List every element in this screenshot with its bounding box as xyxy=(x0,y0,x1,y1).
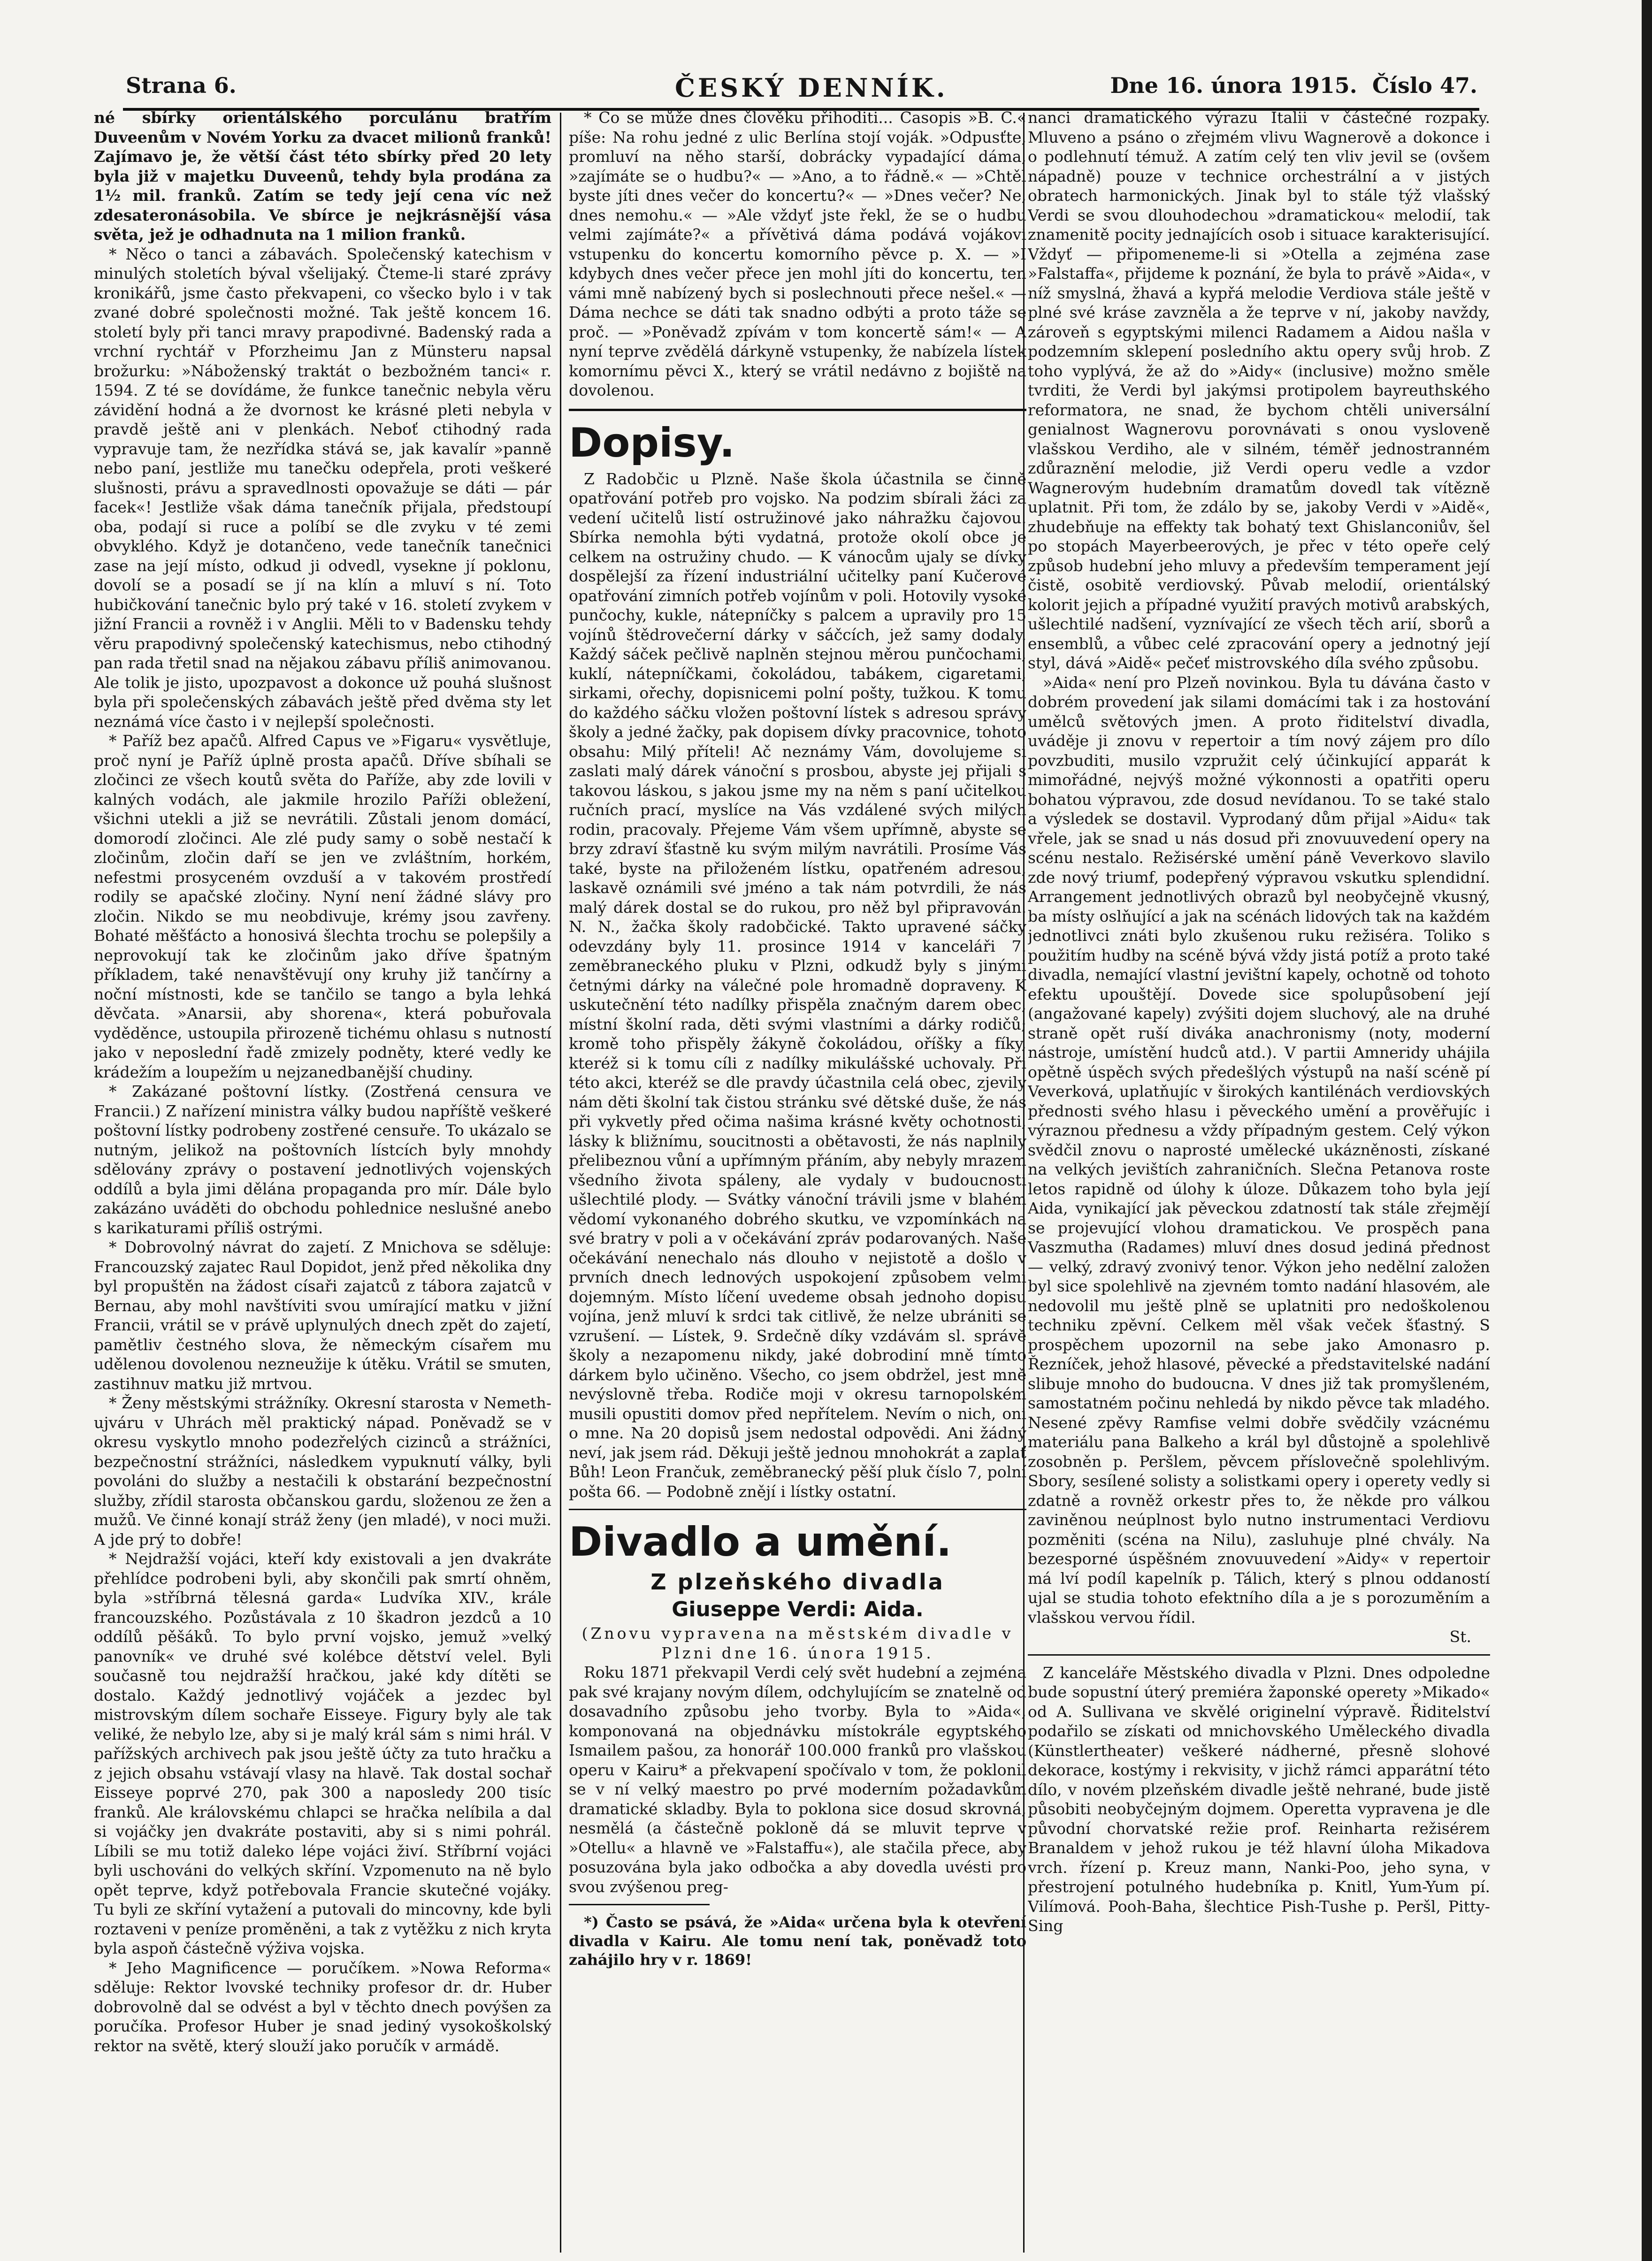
article-paragraph: * Nejdražší vojáci, kteří kdy existovali a jen dvakráte přehlídce podrobeni byli, aby skončili pak smrtí ohněm, byla »stříbrná tělesná garda« Ludvíka XIV., krále francouzského. Pozůstávala z 10 škadron jezdců a 10 oddílů pěšáků. To bylo první vojsko, jemuž »velký panovník« ve druhé své kolébce dětství velel. Byli současně tou nejdražší hračkou, jaké kdy dítěti se dostalo. Každý jednotlivý vojáček a jezdec byl mistrovským dílem sochaře Eisseye. Figury byly ale tak veliké, že nebylo lze, aby si je malý král sám s nimi hrál. V pařížských archivech pak jsou ještě účty za tuto hračku a z jejich obsahu vstávají vlasy na hlavě. Tak dostal sochař Eisseye poprvé 270, pak 300 a naposledy 200 tisíc franků. Ale královskému chlapci se hračka nelíbila a dal si vojáčky jen dvakráte postaviti, aby si s nimi pohrál. Líbili se mu totiž daleko lépe vojáci živí. Stříbrní vojáci byli uschováni do velkých skříní. Vzpomenuto na ně bylo opět teprve, když potřebovala Francie skutečné vojáky. Tu byli ze skříní vytažení a putovali do mincovny, kde byli roztaveni v peníze proměněni, a tak z vytěžku z nich kryta byla aspoň částečně výživa vojska. xyxy=(94,1550,551,1957)
article-paragraph: * Dobrovolný návrat do zajetí. Z Mnichova se sděluje: Francouzský zajatec Raul Dopidot, jenž před několika dny byl propuštěn na žádost císaři zajatců z tábora zajatců v Bernau, aby mohl navštíviti svou umírající matku v jižní Francii, vrátil se v právě uplynulých dnech zpět do zajetí, pamětliv čestného slova, že německým císařem mu udělenou dovolenou nezneužije k útěku. Vrátil se smuten, zastihnuv matku již mrtvou. xyxy=(94,1238,551,1393)
issue-date: Dne 16. února 1915. xyxy=(1110,73,1357,98)
footnote: *) Často se psává, že »Aida« určena byla k otevření divadla v Kairu. Ale tomu není tak, poněvadž toto zahájilo hry v r. 1869! xyxy=(569,1913,1026,1969)
issue-info xyxy=(1110,73,1477,98)
article-paragraph: * Zakázané poštovní lístky. (Zostřená censura ve Francii.) Z nařízení ministra války budou napříště veškeré poštovní lístky podrobeny zostřené censuře. To ukázalo se nutným, jelikož na poštovních lístcích byly mnohdy sdělovány zprávy o postavení jednotlivých vojenských oddílů a byla jimi dělána propaganda pro mír. Dále bylo zakázáno uváděti do obchodu pohlednice neslušné anebo s karikaturami příliš ostrými. xyxy=(94,1082,551,1237)
column-2 xyxy=(569,108,1026,2253)
review-paragraph: »Aida« není pro Plzeň novinkou. Byla tu dávána často v dobrém provedení jak silami domácími tak i za hostování umělců světových jmen. A proto řiditelství divadla, uváděje ji znovu v repertoir a tím nový zájem pro dílo povzbuditi, musilo vzpružit celý účinkující apparát k mimořádné, nejvýš možné výkonnosti a opatřiti operu bohatou výpravou, zde dosud nevídanou. To se také stalo a výsledek se dostavil. Vyprodaný dům přijal »Aidu« tak vřele, jak se snad u nás dosud při znovuuvedení opery na scénu nestalo. Režisérské umění páně Veverkovo slavilo zde nový triumf, podepřený výpravou vskutku splendidní. Arrangement jednotlivých obrazů byl neobyčejně vkusný, ba místy oslňující a jak na scénách lidových tak na každém jednotlivci znáti bylo zkušenou ruku režiséra. Toliko s použitím hudby na scéně bývá vždy jistá potíž a proto také divadla, nemající vlastní jevištní kapely, ochotně od tohoto efektu upouštějí. Dovede sice spolupůsobení její (angažované kapely) zvýšiti dojem sluchový, ale na druhé straně opět ruší diváka anachronismy (noty, moderní nástroje, umístění hudců atd.). V partii Amneridy uhájila opětně úspěch svých předešlých výstupů na naší scéně pí Veverková, uplatňujíc v širokých kantilénách verdiovských přednosti svého hlasu i pěveckého umění a prověřujíc i výraznou přednesu a vždy případným gestem. Celý výkon svědčil znovu o naprosté umělecké ukázněnosti, získané na velkých jevištích zahraničních. Slečna Petanova roste letos rapidně od úlohy k úloze. Důkazem toho byla její Aida, vynikající jak pěveckou zdatností tak stále zřejmějí se projevující vlohou dramatickou. Ve prospěch pana Vaszmutha (Radames) mluví dnes dosud jediná přednost — velký, zdravý zvonivý tenor. Výkon jeho nedělní založen byl sice spolehlivě na zjevném tomto nadání hlasovém, ale nedovolil mu ještě plně se uplatniti pro nedoškolenou techniku zpěvní. Celkem měl však veček šťastný. S prospěchem upozornil na sebe jako Amonasro p. Řezníček, jehož hlasové, pěvecké a představitelské nadání slibuje mnoho do budoucna. V dnes již tak promyšleném, samostatném počinu nehledá by nikdo pěvce tak mladého. Nesené zpěvy Ramfise velmi dobře svědčily vzácnému materiálu pana Balkeho a král byl důstojně a spolehlivě zosobněn p. Peršlem, pěvcem příslovečně spolehlivým. Sbory, sesílené solisty a solistkami opery i operety vedly si zdatně a rovněž orkestr přes to, že někde pro válkou zaviněnou neúplnost bylo nutno instrumentaci Verdiovu pozměniti (scéna na Nilu), zasluhuje plné chvály. Na bezesporné úspěšném znovuuvedení »Aidy« v repertoir má lví podíl kapelník p. Tálich, který s plnou oddaností ujal se studia tohoto efektního díla a je s porozuměním a vlašskou vervou řídil. xyxy=(1028,673,1490,1627)
article-paragraph: * Jeho Magnificence — poručíkem. »Nowa Reforma« sděluje: Rektor lvovské techniky profesor dr. dr. Huber dobrovolně dal se odvést a byl v těchto dnech povýšen za poručíka. Profesor Huber je snad jediný vysokoškolský rektor na světě, který slouží jako poručík v armádě. xyxy=(94,1958,551,2055)
section-title-divadlo: Divadlo a umění. xyxy=(569,1519,952,1566)
column-rule-1 xyxy=(560,113,561,2253)
section-rule xyxy=(569,1509,1026,1510)
opera-title: Giuseppe Verdi: Aida. xyxy=(672,1597,924,1621)
section-title-dopisy: Dopisy. xyxy=(569,419,735,466)
column-3 xyxy=(1028,108,1490,2253)
article-paragraph: * Něco o tanci a zábavách. Společenský katechism v minulých stoletích býval všelijaký. Čteme-li staré zprávy kronikářů, jsme často překvapeni, co všecko bylo i v tak zvané dobré společnosti možné. Tak ještě koncem 16. století byly při tanci mravy prapodivné. Badenský rada a vrchní rychtář v Pforzheimu Jan z Münsteru napsal brožurku: »Náboženský traktát o bezbožném tanci« r. 1594. Z té se dovídáme, že funkce tanečnic nebyla věru závidění hodná a že dvornost ke krásné pleti nebyla v pravdě ještě ani v plenkách. Neboť ctihodný rada vypravuje tam, že nezřídka stává se, jak kavalír »panně nebo paní, jestliže mu tanečku odepřela, proti veškeré slušnosti, právu a spravedlnosti opovažuje se dáti — pár facek«! Jestliže však dáma tanečník přijala, předstoupí oba, podají si ruce a políbí se dle zvyku v té zemi obvyklého. Když je dotančeno, vede tanečník tanečnici zase na její místo, odkud ji odvedl, vysekne jí poklonu, dovolí se a posadí se jí na klín a mluví s ní. Toto hubičkování tanečnic bylo prý také v 16. století zvykem v jižní Francii a rovněž i v Anglii. Měli to v Badensku tehdy věru prapodivný společenský katechismus, nebo ctihodný pan rada třetil snad na nějakou zábavu příliš animovanou. Ale tolik je jisto, upozpavost a dokonce už pouhá slušnost byla při společenských zábavách ještě před dvěma sty let neznámá více často i v nejlepší společnosti. xyxy=(94,244,551,731)
footnote-rule xyxy=(569,1904,710,1905)
article-paragraph: * Paříž bez apačů. Alfred Capus ve »Figaru« vysvětluje, proč nyní je Paříž úplně prosta apačů. Dříve sbíhali se zločinci ze všech koutů světa do Paříže, aby zde lovili v kalných vodách, ale jakmile hrozilo Paříži obležení, všichni utekli a již se nevrátili. Zůstali jenom domácí, domorodí zločinci. Ale zlé pudy samy o sobě nestačí k zločinům, zločin daří se jen ve zvláštním, horkém, nefestmi prosyceném ovzduší a v takovém prostředí rodily se apačské zločiny. Nyní není žádné slávy pro zločin. Nikdo se mu neobdivuje, krémy jsou zavřeny. Bohaté měšťácto a honosivá šlechta trochu se polepšily a neprovokují tak ke zločinům jako dříve špatným příkladem, také nenavštěvují ony kruhy již tančírny a noční místnosti, kde se tančilo se tango a byla lehká děvčata. »Anarsii, aby shorena«, která pobuřovala vyděděnce, ustoupila přirozeně tichému ohlasu s nutností jako v neposlední řadě zmizely podněty, které vedly ke krádežím a loupežím u nejzanedbanější chudiny. xyxy=(94,732,551,1081)
author-signature: St. xyxy=(1449,1627,1471,1646)
issue-number: Číslo 47. xyxy=(1372,73,1477,98)
review-paragraph: Roku 1871 překvapil Verdi celý svět hudební a zejména pak své krajany novým dílem, odchylujícím se znatelně od dosavadního způsobu jeho tvorby. Byla to »Aida«, komponovaná na objednávku místokrále egyptského Ismailem pašou, za honorář 100.000 franků pro vlašskou operu v Kairu* a překvapení spočívalo v tom, že poklonil se v ní velký maestro po prvé moderním požadavkům dramatické skladby. Byla to poklona sice dosud skrovná, nesmělá (a částečně pokloně dá se mluvit teprve v »Otellu« a hlavně ve »Falstaffu«), ale stačila přece, aby posuzována byla jako odbočka a aby dovedla uvésti pro svou zvýšenou preg- xyxy=(569,1663,1026,1896)
column-1 xyxy=(94,108,551,2253)
article-paragraph: né sbírky orientálského porculánu bratřím Duveenům v Novém Yorku za dvacet milionů franků! Zajímavo je, že větší část této sbírky před 20 lety byla již v majetku Duveenů, tehdy byla prodána za 1½ mil. franků. Zatím se tedy její cena víc než zdesateronásobila. Ve sbírce je nejkrásnější vása světa, jež je odhadnuta na 1 milion franků. xyxy=(94,108,551,244)
opera-note: (Znovu vypravena na městském divadle v Plzni dne 16. února 1915. xyxy=(581,1624,1014,1662)
section-rule xyxy=(1028,1654,1490,1656)
page-number: Strana 6. xyxy=(126,73,237,98)
letter-paragraph: Z Radobčic u Plzně. Naše škola účastnila se činně opatřování potřeb pro vojsko. Na podzim sbírali žáci za vedení učitelů listí ostružinové jako náhražku čajovou. Sbírka nemohla býti vydatná, protože okolí obce je celkem na ostružiny chudo. — K vánocům ujaly se dívky dospělejší za řízení industriální učitelky paní Kučerové opatřování zimních potřeb vojínům v poli. Hotovily vysoké punčochy, kukle, nátepníčky s palcem a upravily pro 15 vojínů štědrovečerní dárky v sáčcích, jež samy dodaly. Každý sáček pečlivě naplněn stejnou měrou punčochami, kuklí, nátepníčkami, čokoládou, tabákem, cigaretami, sirkami, ořechy, dopisnicemi polní pošty, tužkou. K tomu do každého sáčku vložen poštovní lístek s adresou správy školy a jedné žačky, pak dopisem dívky pracovnice, tohoto obsahu: Milý příteli! Ač neznámy Vám, dovolujeme si zaslati malý dárek vánoční s prosbou, abyste jej přijali s takovou láskou, s jakou jsme my na něm s paní učitelkou ručních prací, myslíce na Vás vzdálené svých milých rodin, pracovaly. Přejeme Vám všem upřímně, abyste se brzy zdraví šťastně ku svým milým navrátili. Prosíme Vás také, byste na přiloženém lístku, opatřeném adresou, laskavě oznámili své jméno a tak nám potvrdili, že nás malý dárek dostal se do rukou, pro něž byl připravován. N. N., žačka školy radobčické. Takto upravené sáčky odevzdány byly 11. prosince 1914 v kanceláři 7. zeměbraneckého pluku v Plzni, odkudž byly s jinými četnými dárky na válečné pole hromadně dopraveny. K uskutečnění této nadílky přispěla značným darem obec, místní školní rada, děti svými vlastními a dárky rodičů; kromě toho přispěly žákyně čokoládou, oříšky a fíky, kteréž si k tomu cíli z nadílky mikulášské uchovaly. Při této akci, kteréž se dle pravdy účastnila celá obec, zjevily nám děti školní tak čistou stránku své dětské duše, že nás při vykvetly před očima našima krásné květy ochotnosti, lásky k bližnímu, soucitnosti a obětavosti, že nás naplnily přelibeznou vůní a upřímným přáním, aby nebyly mrazem všedního života spáleny, ale vydaly v budoucnosti ušlechtilé plody. — Svátky vánoční trávili jsme v blahém vědomí vykonaného dobrého skutku, ve vzpomínkách na své bratry v poli a v očekávání zpráv podarovaných. Naše očekávání nenechalo nás dlouho v nejistotě a došlo v prvních dnech lednových uspokojení způsobem velmi dojemným. Místo líčení uvedeme obsah jednoho dopisu vojína, jenž mluví k srdci tak citlivě, že nelze ubrániti se vzrušení. — Lístek, 9. Srdečně díky vzdávám sl. správě školy a nezapomenu nikdy, jaké dobrodiní mně tímto dárkem bylo učiněno. Všecho, co jsem obdržel, jest mně nevýslovně třeba. Rodiče moji v okresu tarnopolském musili opustiti domov před nepřítelem. Nevím o nich, oni o mne. Na 20 dopisů jsem nedostal odpovědi. Ani žádný neví, jak jsem rád. Děkuji ještě jednou mnohokrát a zaplať Bůh! Leon Frančuk, zeměbranecký pěší pluk číslo 7, polní pošta 66. — Podobně znějí i lístky ostatní. xyxy=(569,469,1026,1501)
page-header xyxy=(126,73,1477,108)
article-paragraph: * Ženy městskými strážníky. Okresní starosta v Nemeth-ujváru v Uhrách měl praktický nápad. Poněvadž se v okresu vyskytlo mnoho podezřelých cizinců a strážníci, bezpečnostní strážníci, následkem vypuknutí války, byli povoláni do služby a nestačili k obstarání bezpečnostní služby, zřídil starosta občanskou gardu, složenou ze žen a mužů. Ve činné konají stráž ženy (jen mladé), v noci muži. A jde prý to dobře! xyxy=(94,1394,551,1549)
review-paragraph: nanci dramatického výrazu Italii v částečné rozpaky. Mluveno a psáno o zřejmém vlivu Wagnerově a dokonce i o podlehnutí témuž. A zatím celý ten vliv jevil se (ovšem nápadně) pouze v technice orchestrální a v jistých obratech harmonických. Jinak byl to stále týž vlašský Verdi se svou dlouhodechou »dramatickou« melodií, tak znamenitě pocity jednajících osob i situace karakterisující. Vždyť — připomeneme-li si »Otella a zejména zase »Falstaffa«, přijdeme k poznání, že byla to právě »Aida«, v níž smyslná, žhavá a kypřá melodie Verdiova stále ještě v plné své kráse zavzněla a že teprve v ní, jakoby navždy, zároveň s egyptskými milenci Radamem a Aidou našla v podzemním sklepení posledního aktu opery svůj hrob. Z toho vyplývá, že až do »Aidy« (inclusive) možno směle tvrditi, že Verdi byl jakýmsi protipolem bayreuthského reformatora, ne snad, že bychom chtěli universální genialnost Wagnerovu porovnávati s onou vysloveně vlašskou Verdiho, ale v silném, téměř jednostranném zdůraznění melodie, již Verdi operu vedle a vzdor Wagnerovým hudebním dramatům dovedl tak vítězně uplatnit. Při tom, že zdálo by se, jakoby Verdi v »Aidě«, zhudebňuje na effekty tak bohatý text Ghislanconiův, šel po stopách Mayerbeerových, je přec v této opeře celý způsob hudební jeho mluvy a především temperament její čistě, osobitě verdiovský. Půvab melodií, orientálský kolorit jejich a případné využití pravých motivů arabských, ušlechtilé nadšení, vyznívající ze všech těch arií, sborů a ensemblů, a vůbec celé zpracování opery a jednotný její styl, dává »Aidě« pečeť mistrovského díla svého způsobu. xyxy=(1028,108,1490,672)
page-edge xyxy=(1642,0,1652,2261)
section-rule xyxy=(569,409,1026,411)
notice-paragraph: * Co se může dnes člověku přihoditi... Časopis »B. C.« píše: Na rohu jedné z ulic Berlína stojí voják. »Odpusťte, promluví na něho starší, dobrácky vypadající dáma, »zajímáte se o hudbu?« — »Ano, a to řádně.« — »Chtěl byste jíti dnes večer do koncertu?« — »Dnes večer? Ne, dnes nemohu.« — »Ale vždyť jste řekl, že se o hudbu velmi zajímáte?« a přívětivá dáma podává vojákovi vstupenku do koncertu komorního pěvce p. X. — »I kdybych dnes večer přece jen mohl jíti do koncertu, ten vámi mně nabízený bych si poslechnouti přece nešel.« — Dáma nechce se dáti tak snadno odbýti a proto táže se proč. — »Poněvadž zpívám v tom koncertě sám!« — A nyní teprve zvědělá dárkyně vstupenky, že nabízela lístek komornímu pěvci X., který se vrátil nedávno z bojiště na dovolenou. xyxy=(569,108,1026,399)
newspaper-title: ČESKÝ DENNÍK. xyxy=(675,73,948,103)
office-notice: Z kanceláře Městského divadla v Plzni. Dnes odpoledne bude sopustní úterý premiéra žaponské operety »Mikado« od A. Sullivana ve skvělé originelní výpravě. Řiditelství podařilo se získati od mnichovského Uměleckého divadla (Künstlertheater) veškeré nádherné, přesně slohové dekorace, kostýmy i rekvisity, v jichž rámci apparátní této dílo, v novém plzeňském divadle ještě nehrané, bude jistě působiti neobyčejným dojmem. Operetta vypravena je dle původní chorvatské režie prof. Reinharta režisérem Branaldem v jehož rukou je též hlavní úloha Mikadova vrch. řízení p. Kreuz mann, Nanki-Poo, jeho syna, v přestrojení potulného hudebníka p. Knitl, Yum-Yum pí. Vilímová. Pooh-Baha, šlechtice Pish-Tushe p. Peršl, Pitty-Sing xyxy=(1028,1663,1490,1935)
section-subtitle: Z plzeňského divadla xyxy=(650,1569,945,1595)
